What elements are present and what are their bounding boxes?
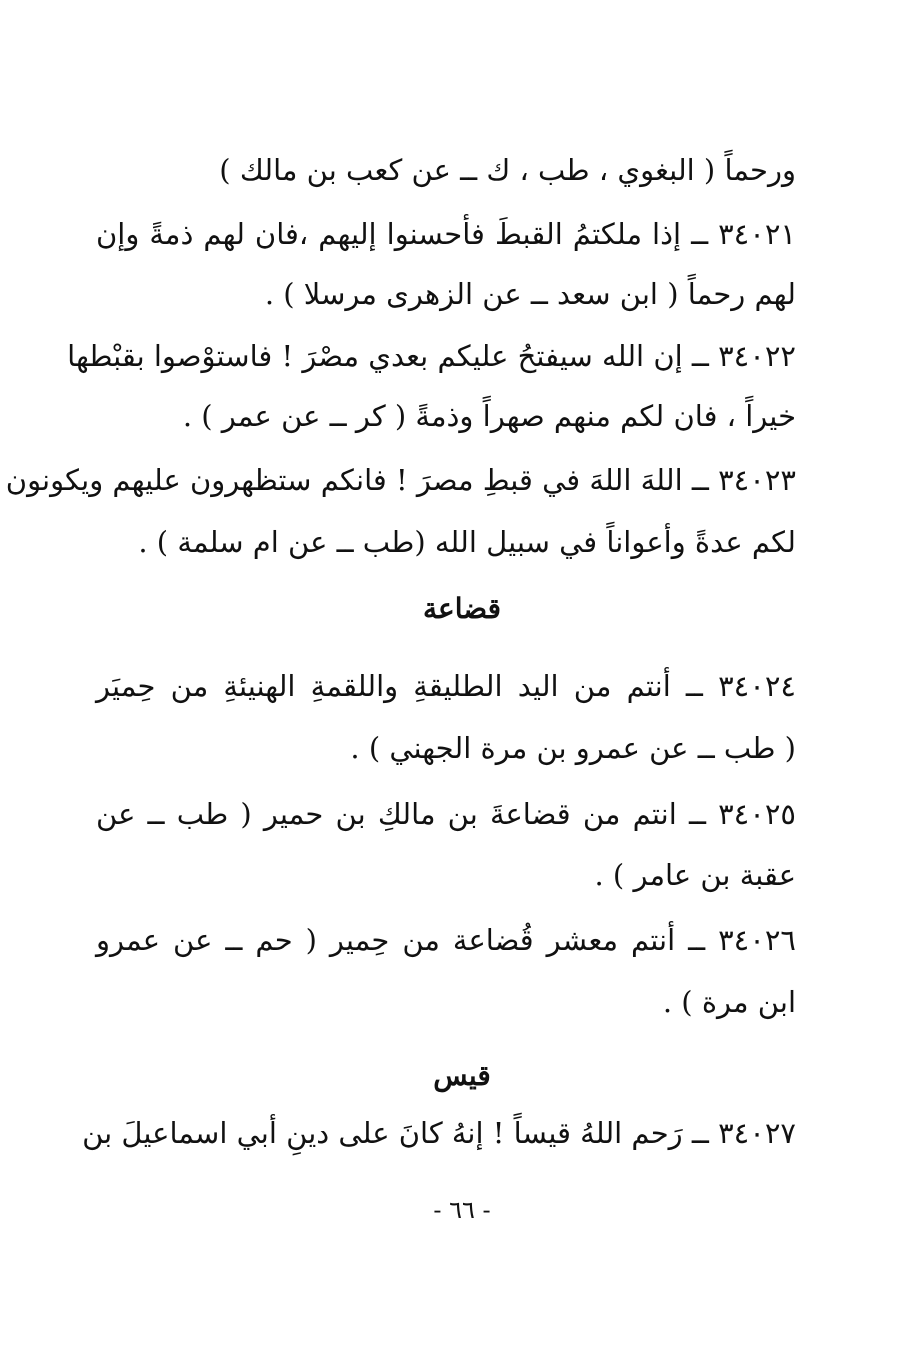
hadith-34023-line-1: ٣٤٠٢٣ ــ اللهَ اللهَ في قبطِ مصرَ ! فانكم ستظهرون عليهم ويكونون bbox=[5, 463, 796, 497]
hadith-34022-line-1: ٣٤٠٢٢ ــ إن الله سيفتحُ عليكم بعدي مصْرَ ! فاستوْصوا بقبْطها bbox=[67, 339, 796, 373]
hadith-34021-line-2: لهم رحماً ( ابن سعد ــ عن الزهرى مرسلا ) . bbox=[264, 277, 796, 311]
hadith-34021-line-1: ٣٤٠٢١ ــ إذا ملكتمُ القبطَ فأحسنوا إليهم ،فان لهم ذمةً وإن bbox=[96, 217, 796, 251]
hadith-34023-line-2: لكم عدةً وأعواناً في سبيل الله (طب ــ عن ام سلمة ) . bbox=[138, 525, 796, 559]
hadith-34025-line-2: عقبة بن عامر ) . bbox=[594, 858, 796, 892]
section-heading-qays: قيس bbox=[433, 1059, 491, 1092]
hadith-34024-line-1: ٣٤٠٢٤ ــ أنتم من اليد الطليقةِ واللقمةِ الهنيئةِ من حِميَر bbox=[96, 669, 796, 703]
hadith-34027-line-1: ٣٤٠٢٧ ــ رَحم اللهُ قيساً ! إنهُ كانَ على دينِ أبي اسماعيلَ بن bbox=[82, 1116, 796, 1150]
hadith-34022-line-2: خيراً ، فان لكم منهم صهراً وذمةً ( كر ــ عن عمر ) . bbox=[182, 399, 796, 433]
page-number: - ٦٦ - bbox=[433, 1196, 491, 1224]
hadith-34026-line-2: ابن مرة ) . bbox=[662, 985, 796, 1019]
section-heading-qudaa: قضاعة bbox=[423, 592, 501, 625]
hadith-34024-line-2: ( طب ــ عن عمرو بن مرة الجهني ) . bbox=[350, 731, 796, 765]
hadith-34025-line-1: ٣٤٠٢٥ ــ انتم من قضاعةَ بن مالكِ بن حمير ( طب ــ عن bbox=[96, 797, 796, 831]
text-line-1: ورحماً ( البغوي ، طب ، ك ــ عن كعب بن مالك ) bbox=[219, 153, 796, 187]
hadith-34026-line-1: ٣٤٠٢٦ ــ أنتم معشر قُضاعة من حِمير ( حم ــ عن عمرو bbox=[96, 923, 796, 957]
